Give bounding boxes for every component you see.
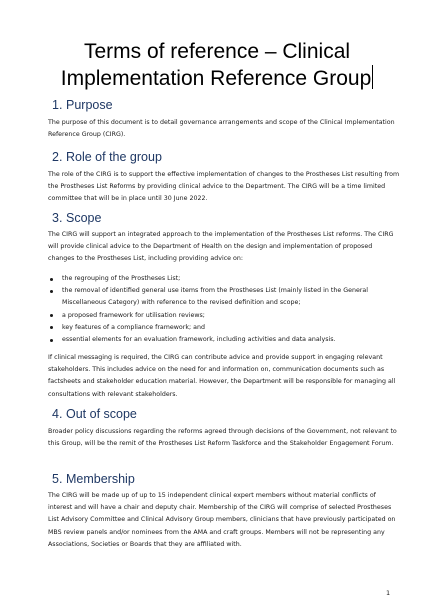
list-item-text: the regrouping of the Prostheses List; (62, 275, 181, 282)
section-title: Role of the group (66, 150, 162, 164)
out-of-scope-paragraph: Broader policy discussions regarding the reforms agreed through decisions of the Government, not relevant to this Group, will be the remit of the Prostheses List Reform Taskforce and the Stakeholder Engagement Forum. (48, 428, 397, 448)
document-title-text-1: Terms of reference – Clinical (83, 40, 351, 63)
list-item (48, 273, 400, 285)
scope-outro-paragraph: If clinical messaging is required, the CIRG can contribute advice and provide support in engaging relevant stakeholders. This includes advice on the need for and information on, communication documents such as factsheets and stakeholder education material. However, the Department will be responsible for managing all consultations with relevant stakeholders. (48, 354, 396, 398)
section-heading-out-of-scope (52, 407, 137, 422)
section-number: 1. (52, 98, 63, 112)
section-title: Out of scope (66, 407, 137, 421)
purpose-paragraph: The purpose of this document is to detail governance arrangements and scope of the Clinical Implementation Reference Group (CIRG). (48, 119, 395, 139)
section-number: 4. (52, 407, 63, 421)
document-title-line-2 (30, 65, 404, 92)
list-item (48, 310, 400, 322)
text-cursor (372, 65, 373, 89)
document-title-text-2: Implementation Reference Group (60, 67, 372, 90)
section-heading-membership (52, 472, 135, 487)
scope-bullet-list (48, 273, 400, 346)
membership-paragraph: The CIRG will be made up of up to 15 independent clinical expert members without material conflicts of interest and will have a chair and deputy chair. Membership of the CIRG will comprise of selected Prostheses List Advisory Committee and Clinical Advisory Group members, clinicians that have previously participated on MBS review panels and/or nominees from the AMA and craft groups. Members will not be representing any Associations, Societies or Boards that they are affiliated with. (48, 492, 396, 548)
list-item (48, 334, 400, 346)
document-title-line-1 (30, 38, 404, 65)
section-title: Purpose (66, 98, 113, 112)
section-title: Scope (66, 211, 102, 225)
scope-intro-paragraph: The CIRG will support an integrated approach to the implementation of the Prostheses List reforms. The CIRG will provide clinical advice to the Department of Health on the design and implementation of proposed changes to the Prostheses List, including providing advice on: (48, 231, 394, 263)
section-heading-purpose (52, 98, 113, 113)
role-paragraph: The role of the CIRG is to support the effective implementation of changes to the Prostheses List resulting from the Prostheses List Reforms by providing clinical advice to the Department. The CIRG will be a time limited committee that will be in place until 30 June 2022. (48, 171, 400, 203)
section-heading-scope (52, 211, 101, 226)
list-item-text: key features of a compliance framework; and (62, 323, 205, 331)
list-item-text: the removal of identified general use items from the Prostheses List (mainly listed in the General Miscellaneous Category) with reference to the revised definition and scope; (62, 287, 369, 307)
section-number: 2. (52, 150, 63, 164)
section-heading-role (52, 150, 162, 165)
section-title: Membership (66, 472, 135, 486)
bullet-icon (50, 326, 53, 329)
list-item (48, 322, 400, 334)
section-number: 3. (52, 211, 63, 225)
bullet-icon (50, 314, 53, 317)
list-item (48, 285, 400, 309)
page-number: 1 (386, 589, 391, 597)
section-number: 5. (52, 472, 63, 486)
bullet-icon (50, 290, 53, 293)
bullet-icon (50, 278, 53, 281)
list-item-text: a proposed framework for utilisation reviews; (62, 311, 205, 319)
bullet-icon (50, 339, 53, 342)
list-item-text: essential elements for an evaluation framework, including activities and data analysis. (62, 336, 336, 344)
